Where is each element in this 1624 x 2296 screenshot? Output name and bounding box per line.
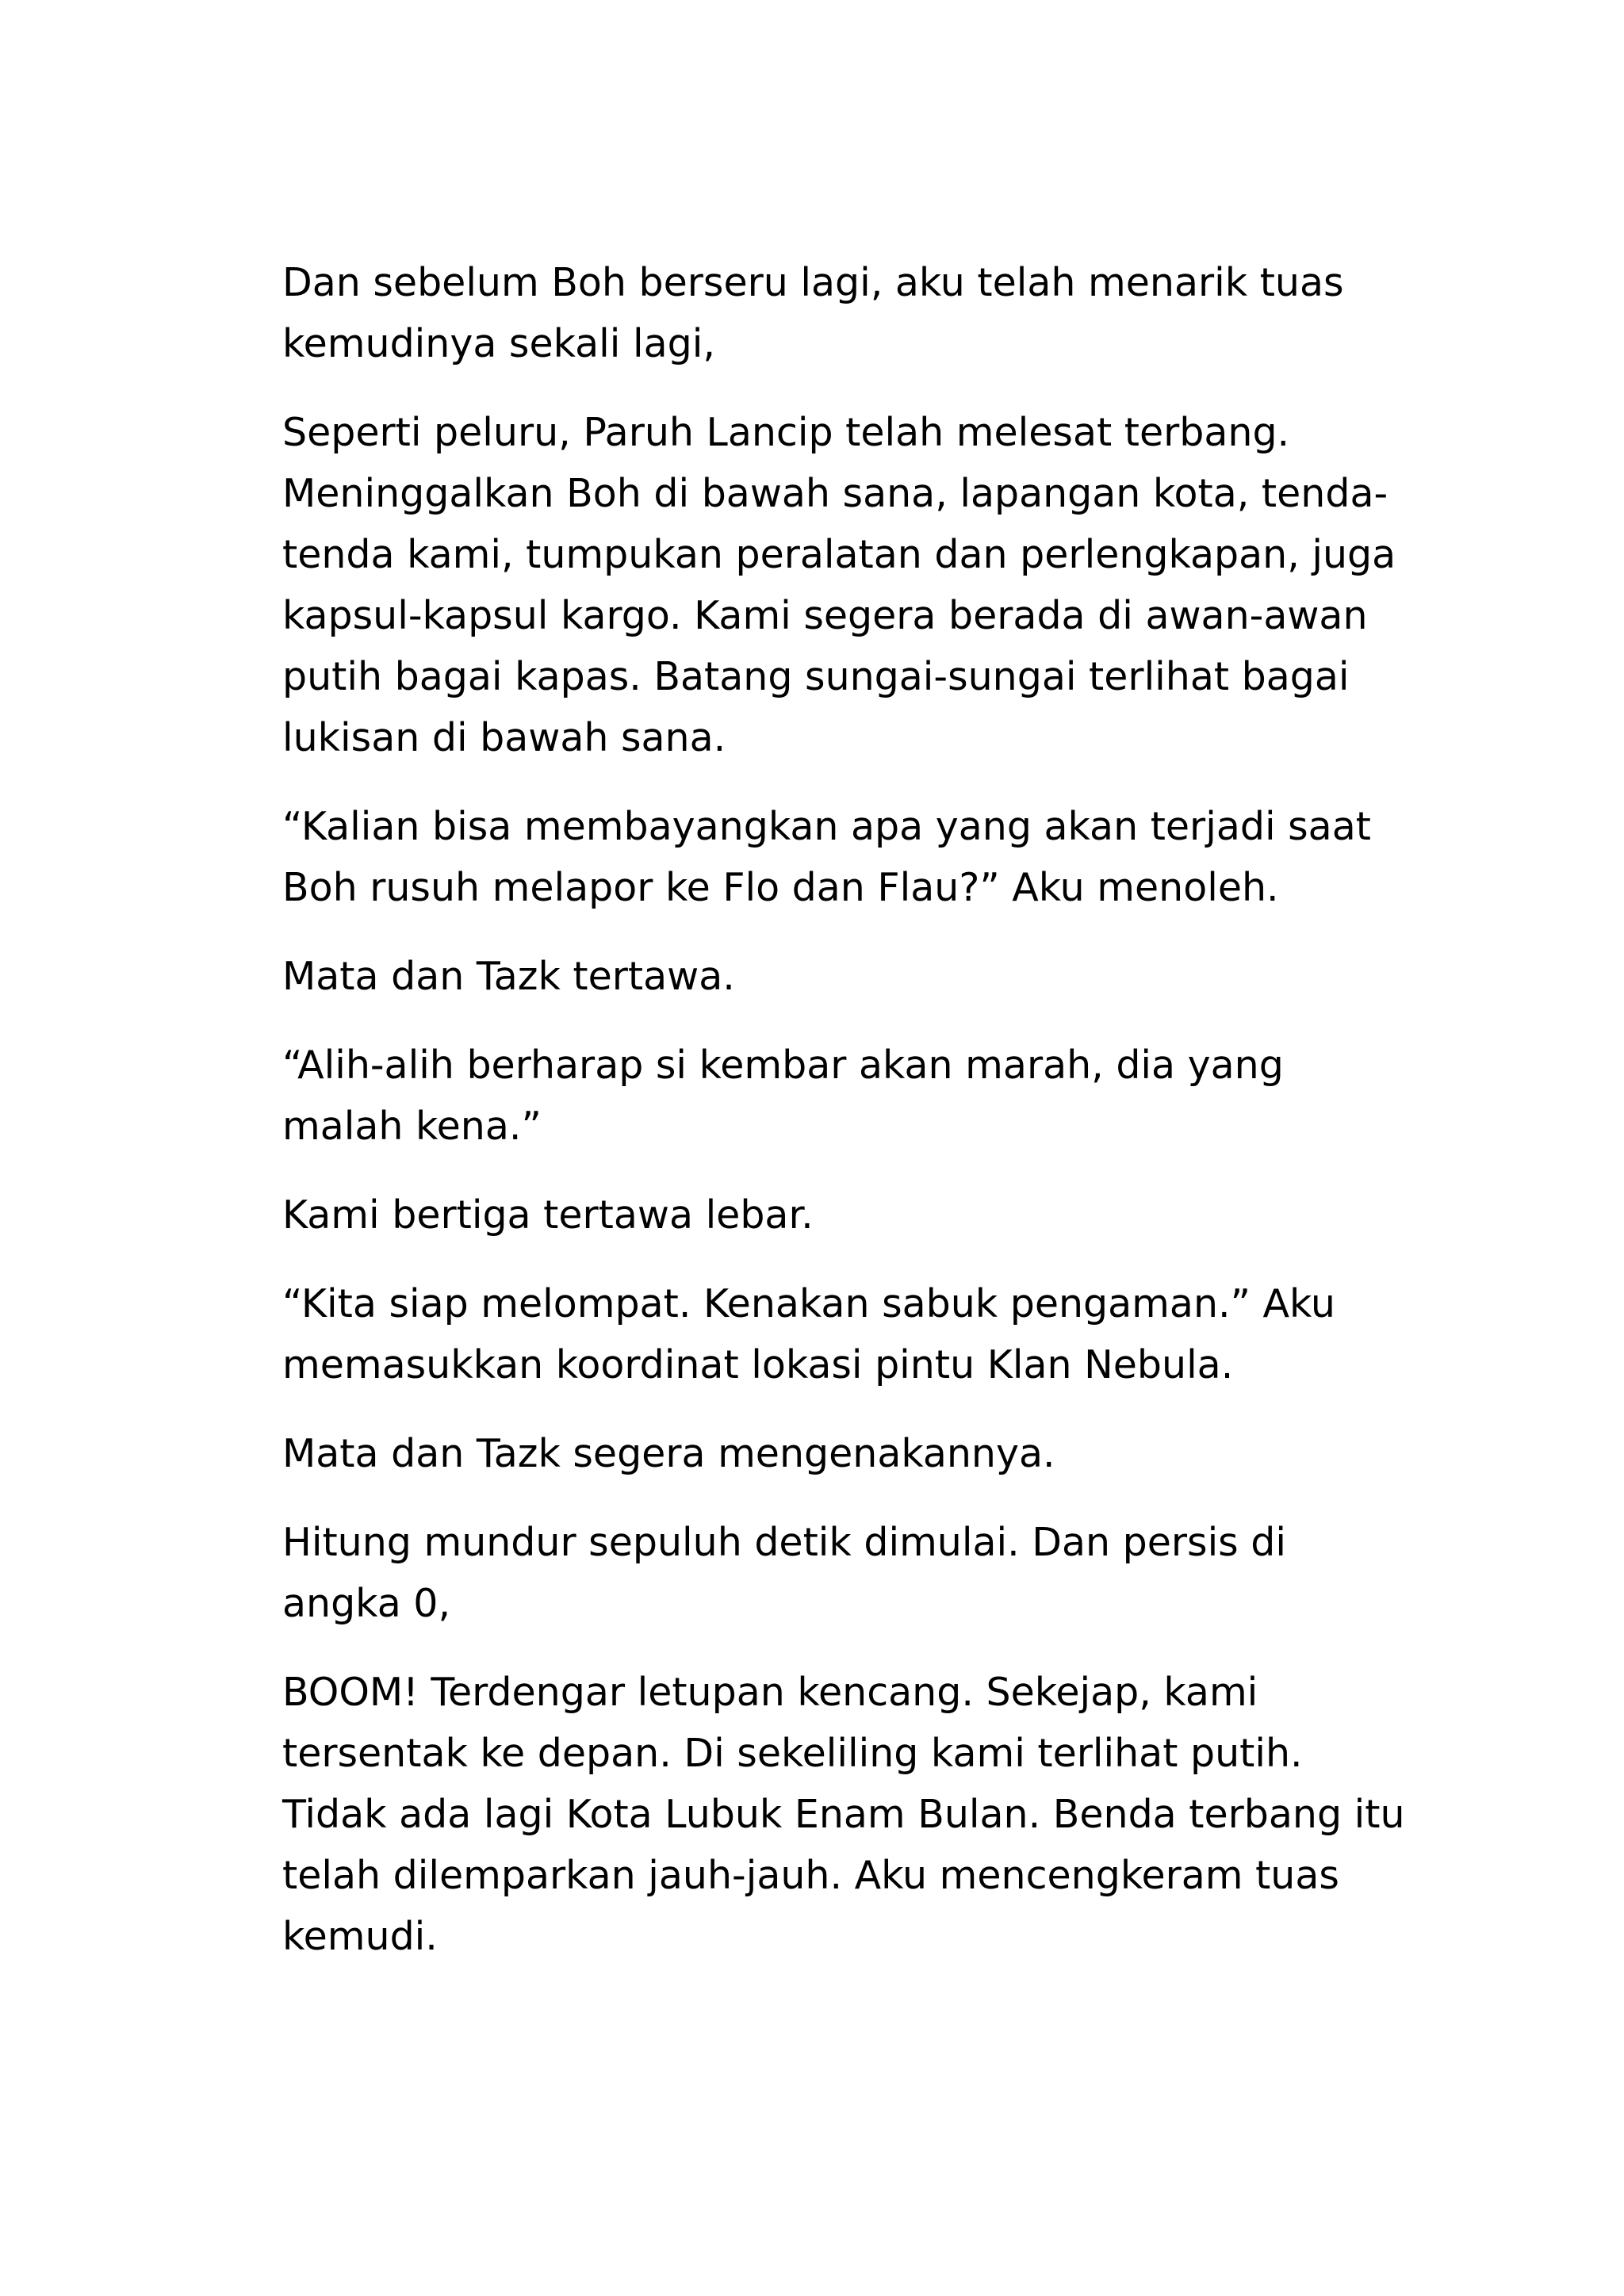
text-line: Mata dan Tazk tertawa. <box>282 954 735 999</box>
paragraph <box>282 1512 1369 1634</box>
paragraph <box>282 402 1396 768</box>
paragraph <box>282 1035 1369 1157</box>
text-line: malah kena.” <box>282 1104 542 1149</box>
paragraph <box>282 1273 1369 1395</box>
text-line: Mata dan Tazk segera mengenakannya. <box>282 1431 1055 1476</box>
text-line: Seperti peluru, Paruh Lancip telah melesat terbang. <box>282 410 1290 455</box>
text-line: BOOM! Terdengar letupan kencang. Sekejap, kami <box>282 1670 1258 1715</box>
text-line: tersentak ke depan. Di sekeliling kami terlihat putih. <box>282 1731 1303 1776</box>
paragraph <box>282 1662 1405 1967</box>
text-line: “Kalian bisa membayangkan apa yang akan terjadi saat <box>282 804 1371 849</box>
text-line: kemudi. <box>282 1914 438 1959</box>
paragraph <box>282 1184 1369 1246</box>
text-line: Tidak ada lagi Kota Lubuk Enam Bulan. Benda terbang itu <box>282 1792 1405 1837</box>
text-line: “Alih-alih berharap si kembar akan marah, dia yang <box>282 1043 1284 1088</box>
text-line: telah dilemparkan jauh-jauh. Aku mencengkeram tuas <box>282 1853 1339 1898</box>
text-line: Kami bertiga tertawa lebar. <box>282 1192 814 1238</box>
text-line: kapsul-kapsul kargo. Kami segera berada di awan-awan <box>282 593 1368 638</box>
text-line: “Kita siap melompat. Kenakan sabuk pengaman.” Aku <box>282 1281 1335 1326</box>
text-line: Meninggalkan Boh di bawah sana, lapangan kota, tenda- <box>282 471 1388 516</box>
text-line: Boh rusuh melapor ke Flo dan Flau?” Aku menoleh. <box>282 865 1279 910</box>
text-line: lukisan di bawah sana. <box>282 715 726 760</box>
paragraph <box>282 796 1369 918</box>
text-line: putih bagai kapas. Batang sungai-sungai terlihat bagai <box>282 654 1350 699</box>
text-line: Hitung mundur sepuluh detik dimulai. Dan persis di <box>282 1520 1287 1565</box>
text-line: Dan sebelum Boh berseru lagi, aku telah menarik tuas <box>282 260 1344 305</box>
text-line: angka 0, <box>282 1581 451 1626</box>
paragraph <box>282 946 1369 1007</box>
text-line: tenda kami, tumpukan peralatan dan perlengkapan, juga <box>282 532 1396 577</box>
paragraph <box>282 252 1369 374</box>
body-text <box>282 252 1405 1995</box>
text-line: memasukkan koordinat lokasi pintu Klan Nebula. <box>282 1342 1234 1387</box>
paragraph <box>282 1423 1369 1484</box>
text-line: kemudinya sekali lagi, <box>282 321 715 366</box>
